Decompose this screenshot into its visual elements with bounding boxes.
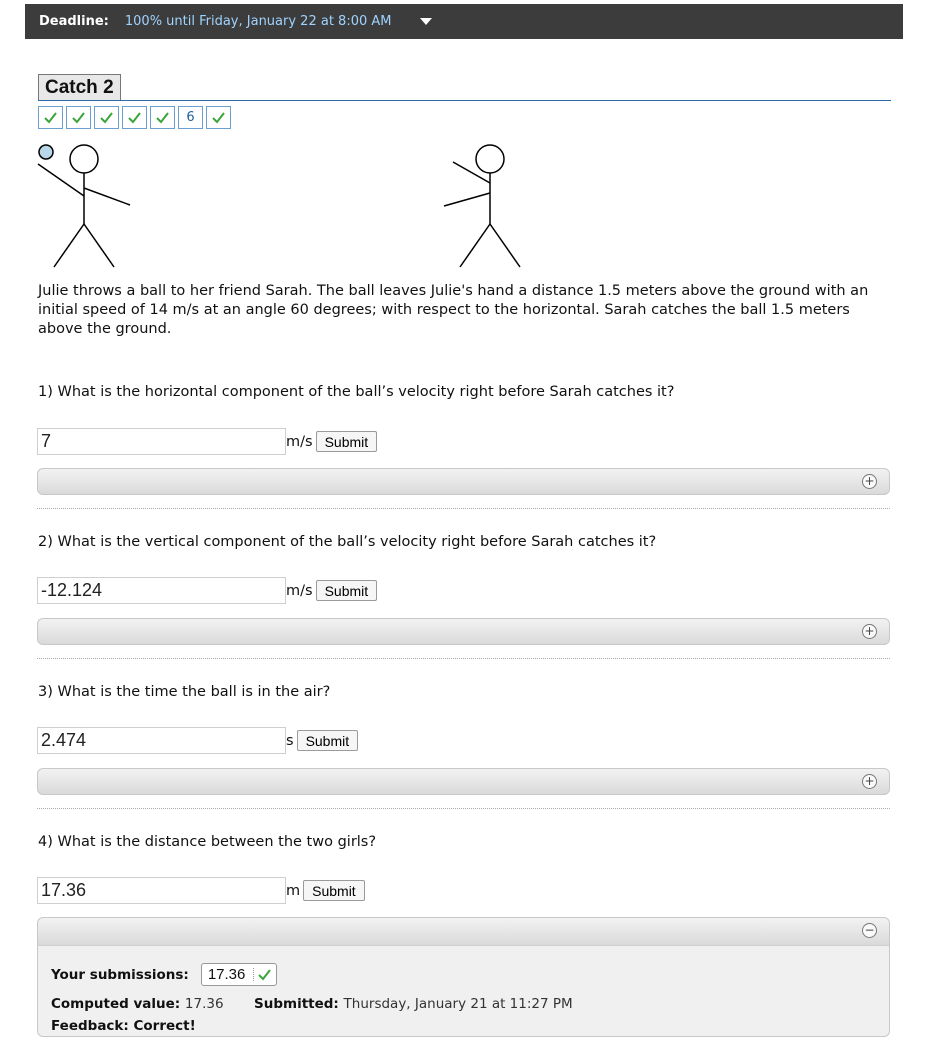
question-4-feedback-panel: [37, 917, 890, 1037]
computed-block: [51, 996, 254, 1012]
question-4-answer-input[interactable]: [37, 877, 286, 904]
divider: [37, 808, 890, 809]
checkmark-icon: [71, 111, 86, 124]
sarah-figure: [444, 145, 520, 267]
problem-statement: Julie throws a ball to her friend Sarah. The ball leaves Julie's hand a distance 1.5 meters above the ground with an initial speed of 14 m/s at an angle 60 degrees; with respect to the horizontal. Sarah catches the ball 1.5 meters above the ground.: [38, 283, 869, 337]
plus-circle-icon[interactable]: +: [862, 474, 877, 489]
julie-figure: [38, 145, 130, 267]
question-4-feedback-toggle[interactable]: [38, 918, 889, 946]
question-3-answer-row: [37, 727, 358, 754]
title-divider: [38, 100, 891, 101]
submitted-block: [254, 996, 573, 1012]
question-2-feedback-toggle[interactable]: [37, 618, 890, 645]
plus-circle-icon[interactable]: +: [862, 624, 877, 639]
question-3-text: 3) What is the time the ball is in the air?: [38, 684, 331, 700]
progress-step-4[interactable]: [122, 106, 147, 129]
question-1-submit-button[interactable]: Submit: [316, 431, 378, 452]
checkmark-icon: [99, 111, 114, 124]
progress-step-6[interactable]: 6: [178, 106, 203, 129]
submitted-label: Submitted:: [254, 996, 344, 1012]
question-2-answer-row: [37, 577, 377, 604]
computed-value: 17.36: [184, 996, 224, 1012]
question-3-unit: s: [286, 732, 294, 749]
question-2-submit-button[interactable]: Submit: [316, 580, 378, 601]
question-1-text: 1) What is the horizontal component of the ball’s velocity right before Sarah catches it?: [38, 384, 675, 400]
submission-value: 17.36: [207, 966, 246, 983]
deadline-label: Deadline:: [39, 14, 109, 29]
checkmark-icon: [155, 111, 170, 124]
problem-title: Catch 2: [38, 74, 121, 101]
question-2-answer-input[interactable]: [37, 577, 286, 604]
caret-down-icon[interactable]: [420, 18, 432, 25]
checkmark-icon: [253, 968, 272, 981]
divider: [37, 658, 890, 659]
feedback-text: Feedback: Correct!: [51, 1018, 196, 1034]
deadline-bar: [25, 4, 903, 39]
question-1-answer-row: [37, 428, 377, 455]
question-2-text: 2) What is the vertical component of the ball’s velocity right before Sarah catches it?: [38, 534, 657, 550]
submissions-row: [51, 963, 277, 986]
submission-chip: [201, 963, 278, 986]
question-1-unit: m/s: [286, 433, 313, 450]
minus-circle-icon[interactable]: −: [862, 923, 877, 938]
question-3-answer-input[interactable]: [37, 727, 286, 754]
question-4-unit: m: [286, 882, 301, 899]
question-2-unit: m/s: [286, 582, 313, 599]
divider: [37, 508, 890, 509]
checkmark-icon: [43, 111, 58, 124]
checkmark-icon: [211, 111, 226, 124]
computed-row: [51, 996, 573, 1012]
progress-tracker: [38, 106, 234, 129]
question-3-submit-button[interactable]: Submit: [297, 730, 359, 751]
checkmark-icon: [127, 111, 142, 124]
question-1-feedback-toggle[interactable]: [37, 468, 890, 495]
deadline-value: 100% until Friday, January 22 at 8:00 AM: [124, 14, 392, 29]
submitted-value: Thursday, January 21 at 11:27 PM: [343, 996, 573, 1012]
submissions-label: Your submissions:: [51, 966, 189, 983]
computed-label: Computed value:: [51, 996, 185, 1012]
question-1-answer-input[interactable]: [37, 428, 286, 455]
progress-step-3[interactable]: [94, 106, 119, 129]
question-4-answer-row: [37, 877, 365, 904]
progress-step-1[interactable]: [38, 106, 63, 129]
question-3-feedback-toggle[interactable]: [37, 768, 890, 795]
progress-step-7[interactable]: [206, 106, 231, 129]
question-4-text: 4) What is the distance between the two girls?: [38, 834, 377, 850]
plus-circle-icon[interactable]: +: [862, 774, 877, 789]
progress-step-5[interactable]: [150, 106, 175, 129]
question-4-submit-button[interactable]: Submit: [303, 880, 365, 901]
stick-figures-illustration: [30, 140, 530, 270]
progress-step-2[interactable]: [66, 106, 91, 129]
